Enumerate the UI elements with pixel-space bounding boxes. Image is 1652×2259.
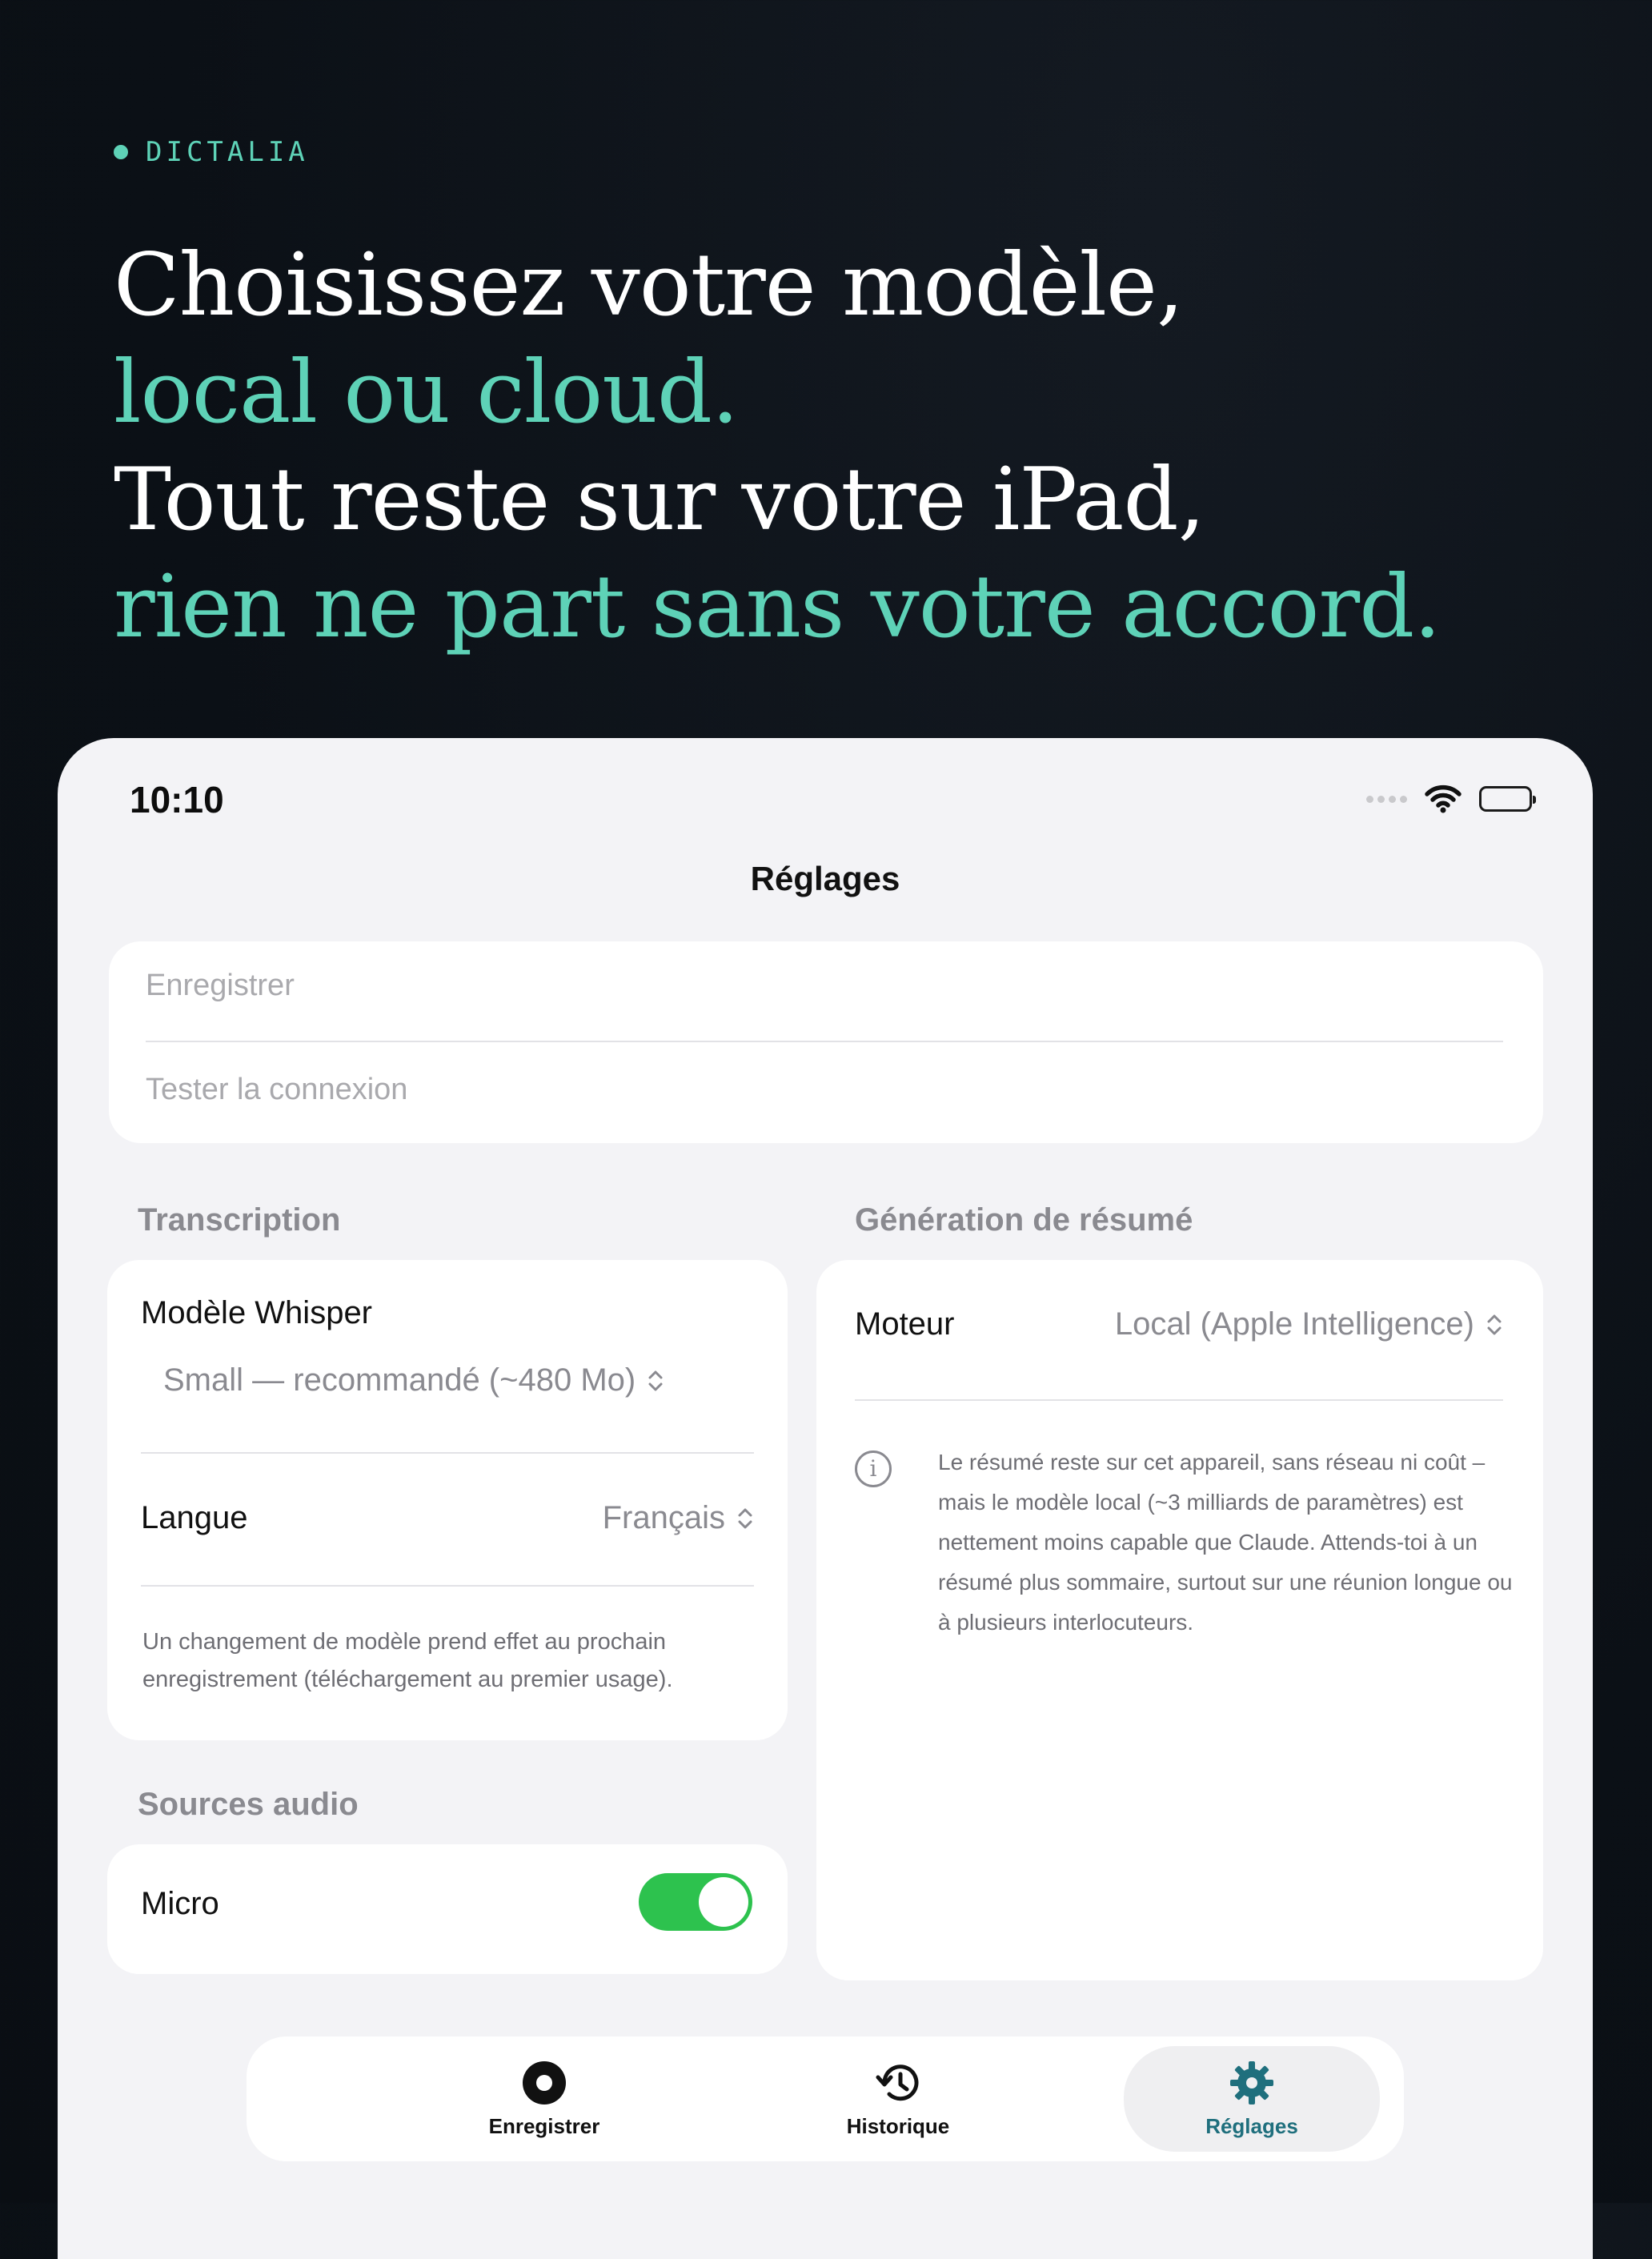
tab-label: Réglages xyxy=(1205,2113,1298,2138)
engine-label: Moteur xyxy=(855,1306,955,1342)
section-transcription: Transcription xyxy=(138,1202,341,1238)
section-summary: Génération de résumé xyxy=(855,1202,1193,1238)
page-title: Réglages xyxy=(750,860,900,897)
history-icon xyxy=(873,2060,923,2106)
divider xyxy=(855,1399,1503,1401)
chevron-updown-icon xyxy=(736,1505,754,1532)
summary-card xyxy=(816,1260,1543,1980)
record-icon xyxy=(521,2060,567,2106)
gear-icon xyxy=(1229,2060,1275,2106)
engine-value: Local (Apple Intelligence) xyxy=(1114,1306,1474,1342)
wifi-icon xyxy=(1425,784,1462,813)
divider xyxy=(141,1452,754,1454)
language-label: Langue xyxy=(141,1500,248,1535)
section-audio-sources: Sources audio xyxy=(138,1787,359,1822)
transcription-card xyxy=(107,1260,788,1740)
whisper-model-value: Small — recommandé (~480 Mo) xyxy=(163,1362,636,1398)
tab-label: Historique xyxy=(846,2113,950,2138)
tab-history[interactable] xyxy=(770,2036,1026,2161)
info-icon: i xyxy=(855,1450,892,1487)
whisper-model-picker[interactable] xyxy=(163,1362,664,1398)
brand-name: DICTALIA xyxy=(146,136,309,168)
battery-icon xyxy=(1479,786,1532,812)
chevron-updown-icon xyxy=(647,1367,664,1394)
ipad-screen xyxy=(58,738,1593,2259)
headline-line-2: local ou cloud. xyxy=(114,343,739,443)
toggle-knob xyxy=(699,1877,748,1927)
brand-label xyxy=(114,136,309,168)
tab-bar xyxy=(247,2036,1404,2161)
language-value: Français xyxy=(602,1500,725,1535)
headline-line-1: Choisissez votre modèle, xyxy=(114,235,1184,335)
headline xyxy=(114,232,1441,661)
audio-sources-card xyxy=(107,1844,788,1974)
engine-picker[interactable] xyxy=(1115,1306,1503,1342)
micro-label: Micro xyxy=(141,1886,219,1921)
headline-line-3: Tout reste sur votre iPad, xyxy=(114,450,1205,550)
test-connection-button[interactable]: Tester la connexion xyxy=(146,1073,408,1106)
divider xyxy=(141,1585,754,1587)
status-icons xyxy=(1366,784,1532,813)
tab-label: Enregistrer xyxy=(488,2113,600,2138)
tab-record[interactable] xyxy=(416,2036,672,2161)
tab-settings[interactable] xyxy=(1124,2046,1380,2152)
actions-card xyxy=(109,941,1543,1143)
micro-toggle[interactable] xyxy=(639,1873,752,1931)
chevron-updown-icon xyxy=(1486,1311,1503,1338)
brand-dot-icon xyxy=(114,145,128,159)
status-time: 10:10 xyxy=(130,779,224,821)
local-model-info: Le résumé reste sur cet appareil, sans réseau ni coût – mais le modèle local (~3 milliards de paramètres) est nettement moins capable que Claude. Attends-toi à un résumé plus sommaire, surtout sur une réunion longue ou à plusieurs interlocuteurs. xyxy=(938,1450,1513,1635)
whisper-model-label: Modèle Whisper xyxy=(141,1295,373,1330)
model-change-note: Un changement de modèle prend effet au prochain enregistrement (téléchargement au premier usage). xyxy=(142,1629,673,1692)
language-picker[interactable] xyxy=(603,1500,754,1536)
save-button[interactable]: Enregistrer xyxy=(146,969,295,1002)
divider xyxy=(146,1041,1503,1042)
headline-line-4: rien ne part sans votre accord. xyxy=(114,557,1441,657)
cellular-signal-icon xyxy=(1366,796,1407,803)
